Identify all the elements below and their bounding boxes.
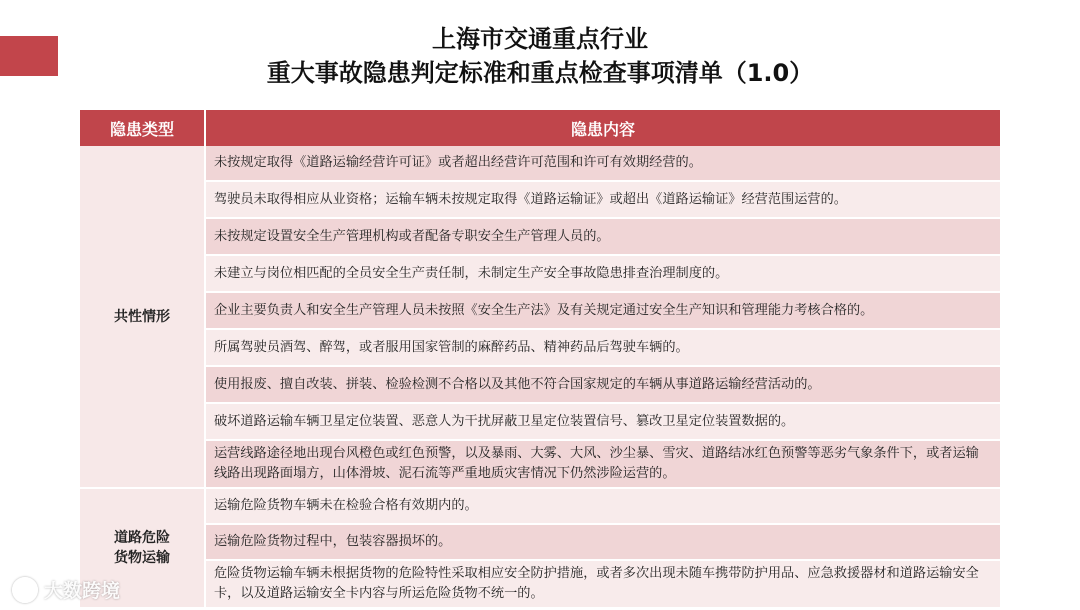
table-row: [80, 219, 1000, 256]
title-line-2: 重大事故隐患判定标准和重点检查事项清单（1.0）: [266, 59, 814, 87]
table-row: [80, 561, 1000, 609]
watermark-text: 大数跨境: [44, 580, 121, 602]
content-cell: 运营线路途径地出现台风橙色或红色预警，以及暴雨、大雾、大风、沙尘暴、雪灾、道路结冰红色预警等恶劣气象条件下，或者运输线路出现路面塌方，山体滑坡、泥石流等严重地质灾害情况下仍然涉险运营的。: [206, 441, 1000, 489]
content-cell: 驾驶员未取得相应从业资格；运输车辆未按规定取得《道路运输证》或超出《道路运输证》经营范围运营的。: [206, 182, 1000, 219]
header-content: 隐患内容: [206, 110, 1000, 146]
table-header-row: [80, 110, 1000, 146]
content-cell: 破坏道路运输车辆卫星定位装置、恶意人为干扰屏蔽卫星定位装置信号、篡改卫星定位装置数据的。: [206, 404, 1000, 441]
content-cell: 所属驾驶员酒驾、醉驾，或者服用国家管制的麻醉药品、精神药品后驾驶车辆的。: [206, 330, 1000, 367]
type-cell-common: 共性情形: [80, 146, 206, 489]
content-cell: 运输危险货物车辆未在检验合格有效期内的。: [206, 489, 1000, 525]
table-row: [80, 256, 1000, 293]
type-line: 货物运输: [114, 550, 170, 566]
content-cell: 未建立与岗位相匹配的全员安全生产责任制，未制定生产安全事故隐患排查治理制度的。: [206, 256, 1000, 293]
table-row: [80, 404, 1000, 441]
table-row: [80, 525, 1000, 561]
table-row: [80, 293, 1000, 330]
content-cell: 危险货物运输车辆未根据货物的危险特性采取相应安全防护措施，或者多次出现未随车携带防护用品、应急救援器材和道路运输安全卡，以及道路运输安全卡内容与所运危险货物不统一的。: [206, 561, 1000, 609]
table-row: [80, 146, 1000, 182]
watermark: [12, 576, 120, 603]
circle-logo-icon: [12, 577, 38, 603]
table-row: [80, 330, 1000, 367]
hazard-table: [80, 110, 1000, 609]
page-title: [0, 22, 1080, 90]
table-row: [80, 441, 1000, 489]
table-row: [80, 367, 1000, 404]
table-row: [80, 489, 1000, 525]
title-line-1: 上海市交通重点行业: [432, 25, 648, 53]
content-cell: 未按规定取得《道路运输经营许可证》或者超出经营许可范围和许可有效期经营的。: [206, 146, 1000, 182]
table-row: [80, 182, 1000, 219]
header-type: 隐患类型: [80, 110, 206, 146]
content-cell: 运输危险货物过程中，包装容器损坏的。: [206, 525, 1000, 561]
type-line: 道路危险: [114, 530, 170, 546]
content-cell: 使用报废、擅自改装、拼装、检验检测不合格以及其他不符合国家规定的车辆从事道路运输经营活动的。: [206, 367, 1000, 404]
content-cell: 未按规定设置安全生产管理机构或者配备专职安全生产管理人员的。: [206, 219, 1000, 256]
content-cell: 企业主要负责人和安全生产管理人员未按照《安全生产法》及有关规定通过安全生产知识和管理能力考核合格的。: [206, 293, 1000, 330]
